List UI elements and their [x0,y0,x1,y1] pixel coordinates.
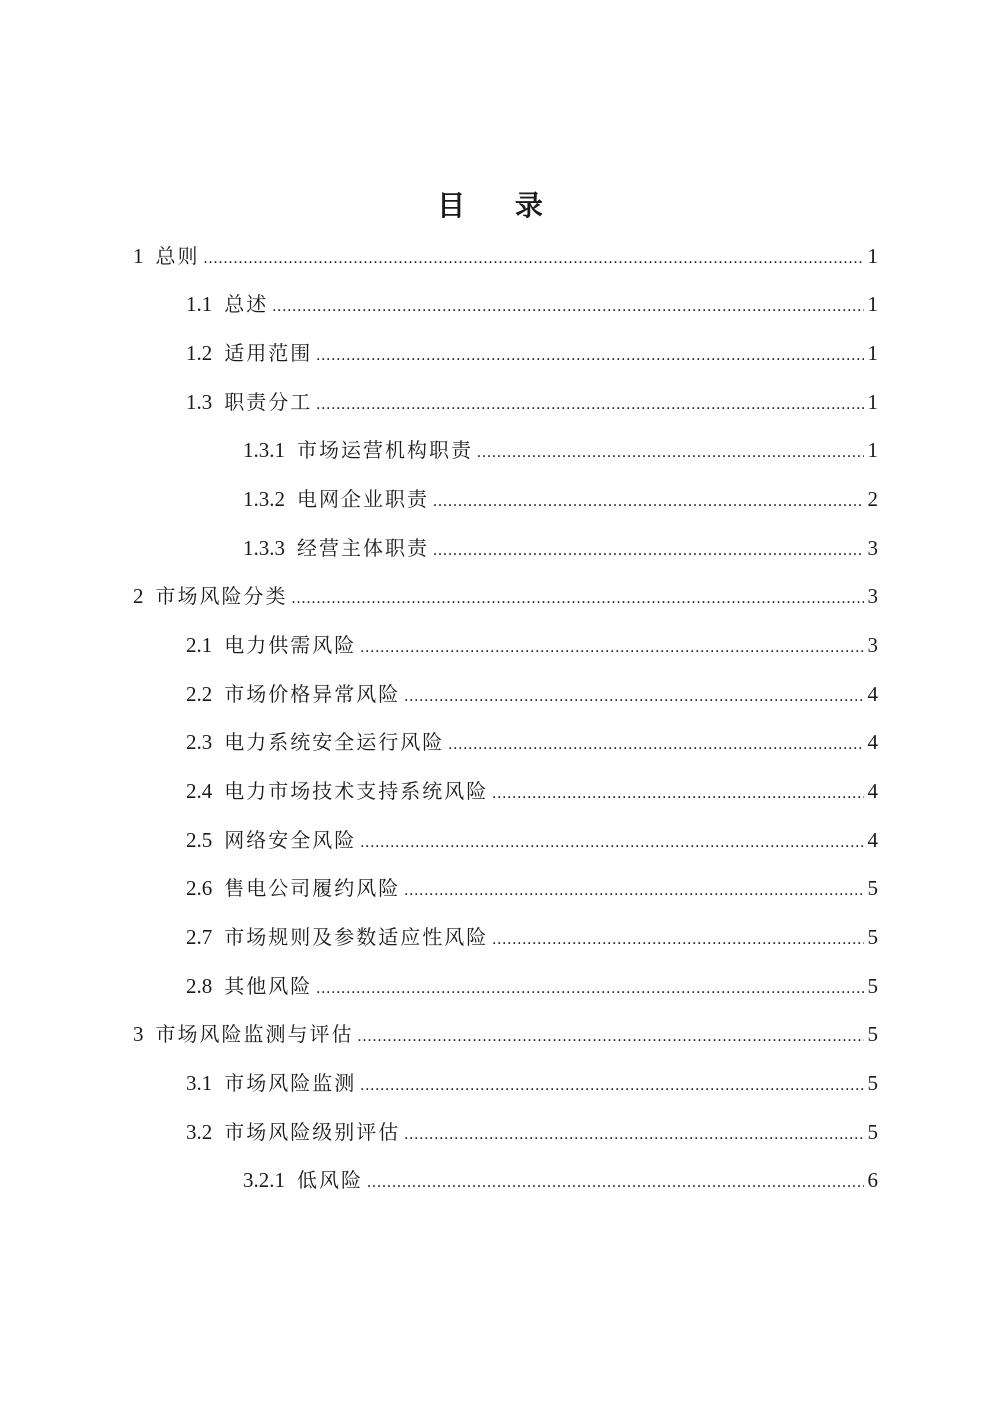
toc-entry-page: 5 [867,1022,878,1046]
toc-entry[interactable] [133,576,878,616]
toc-entry-title: 电力供需风险 [224,633,357,657]
toc-entry-title: 适用范围 [224,341,313,365]
toc-dot-leader [404,871,864,911]
toc-entry-page: 2 [867,487,878,511]
toc-entry-page: 1 [867,244,878,268]
toc-entry-page: 3 [867,536,878,560]
toc-entry[interactable] [186,382,878,422]
toc-entry[interactable] [186,1112,878,1152]
toc-entry-page: 4 [867,682,878,706]
toc-entry-title: 职责分工 [224,390,313,414]
page-title: 目 录 [437,189,563,222]
toc-entry[interactable] [186,1063,878,1103]
toc-dot-leader [367,1163,864,1203]
toc-entry-title: 市场风险分类 [155,584,288,608]
toc-entry-title: 市场规则及参数适应性风险 [224,925,489,949]
toc-entry[interactable] [243,479,878,519]
toc-entry-page: 1 [867,438,878,462]
toc-entry-number: 1.1 [186,292,213,316]
toc-entry-number: 2.5 [186,828,213,852]
toc-entry-title: 市场运营机构职责 [297,438,473,462]
toc-entry[interactable] [186,722,878,762]
toc-entry-title: 市场风险监测 [224,1071,357,1095]
toc-entry-title: 网络安全风险 [224,828,357,852]
toc-dot-leader [433,482,864,522]
toc-entry-title: 电力市场技术支持系统风险 [224,779,489,803]
toc-dot-leader [360,823,864,863]
toc-dot-leader [448,725,864,765]
toc-entry-number: 3.2 [186,1120,213,1144]
toc-entry-number: 1.3.2 [243,487,285,511]
toc-entry-number: 1 [133,244,144,268]
toc-entry-page: 6 [867,1168,878,1192]
toc-dot-leader [433,531,864,571]
toc-entry-number: 3 [133,1022,144,1046]
toc-dot-leader [404,1115,864,1155]
toc-entry-number: 2.7 [186,925,213,949]
toc-entry-page: 4 [867,730,878,754]
toc-entry-page: 5 [867,1120,878,1144]
toc-entry[interactable] [133,1014,878,1054]
toc-entry-page: 1 [867,390,878,414]
toc-entry-title: 总述 [224,292,269,316]
toc-entry[interactable] [186,771,878,811]
toc-entry[interactable] [186,284,878,324]
toc-entry-number: 1.3.1 [243,438,285,462]
toc-entry-title: 低风险 [297,1168,363,1192]
toc-dot-leader [316,385,864,425]
toc-entry-number: 2.4 [186,779,213,803]
toc-entry-page: 3 [867,584,878,608]
toc-entry-page: 1 [867,341,878,365]
toc-dot-leader [360,1066,864,1106]
toc-dot-leader [292,579,865,619]
toc-entry[interactable] [186,674,878,714]
toc-entry[interactable] [243,1160,878,1200]
toc-entry-page: 5 [867,1071,878,1095]
toc-dot-leader [316,336,864,376]
toc-dot-leader [404,677,864,717]
toc-entry[interactable] [243,528,878,568]
toc-entry-number: 1.3.3 [243,536,285,560]
toc-dot-leader [492,774,864,814]
toc-dot-leader [316,969,864,1009]
toc-entry-page: 5 [867,925,878,949]
toc-entry-title: 市场风险监测与评估 [155,1022,354,1046]
toc-entry-number: 2.3 [186,730,213,754]
toc-entry-number: 3.2.1 [243,1168,285,1192]
toc-entry-number: 1.3 [186,390,213,414]
toc-entry-title: 市场风险级别评估 [224,1120,401,1144]
toc-dot-leader [204,239,865,279]
toc-entry[interactable] [186,966,878,1006]
toc-entry[interactable] [186,625,878,665]
toc-entry-page: 4 [867,828,878,852]
toc-entry-number: 2.1 [186,633,213,657]
toc-entry-page: 5 [867,876,878,900]
toc-entry-title: 电网企业职责 [297,487,429,511]
toc-entry-title: 电力系统安全运行风险 [224,730,445,754]
toc-entry-page: 1 [867,292,878,316]
toc-entry[interactable] [186,333,878,373]
toc-dot-leader [477,433,864,473]
toc-entry-number: 2.2 [186,682,213,706]
toc-entry-number: 2.6 [186,876,213,900]
toc-dot-leader [358,1017,865,1057]
toc-entry-title: 经营主体职责 [297,536,429,560]
toc-entry-number: 1.2 [186,341,213,365]
toc-entry-title: 市场价格异常风险 [224,682,401,706]
toc-entry[interactable] [186,820,878,860]
toc-dot-leader [492,920,864,960]
toc-entry-title: 售电公司履约风险 [224,876,401,900]
toc-entry-page: 4 [867,779,878,803]
toc-entry[interactable] [133,236,878,276]
toc-entry-title: 其他风险 [224,974,313,998]
toc-entry-number: 3.1 [186,1071,213,1095]
toc-entry-title: 总则 [155,244,200,268]
toc-entry-number: 2 [133,584,144,608]
toc-dot-leader [272,287,864,327]
toc-entry-number: 2.8 [186,974,213,998]
toc-entry[interactable] [243,430,878,470]
toc-entry[interactable] [186,917,878,957]
toc-entry-page: 5 [867,974,878,998]
toc-entry-page: 3 [867,633,878,657]
toc-dot-leader [360,628,864,668]
toc-entry[interactable] [186,868,878,908]
